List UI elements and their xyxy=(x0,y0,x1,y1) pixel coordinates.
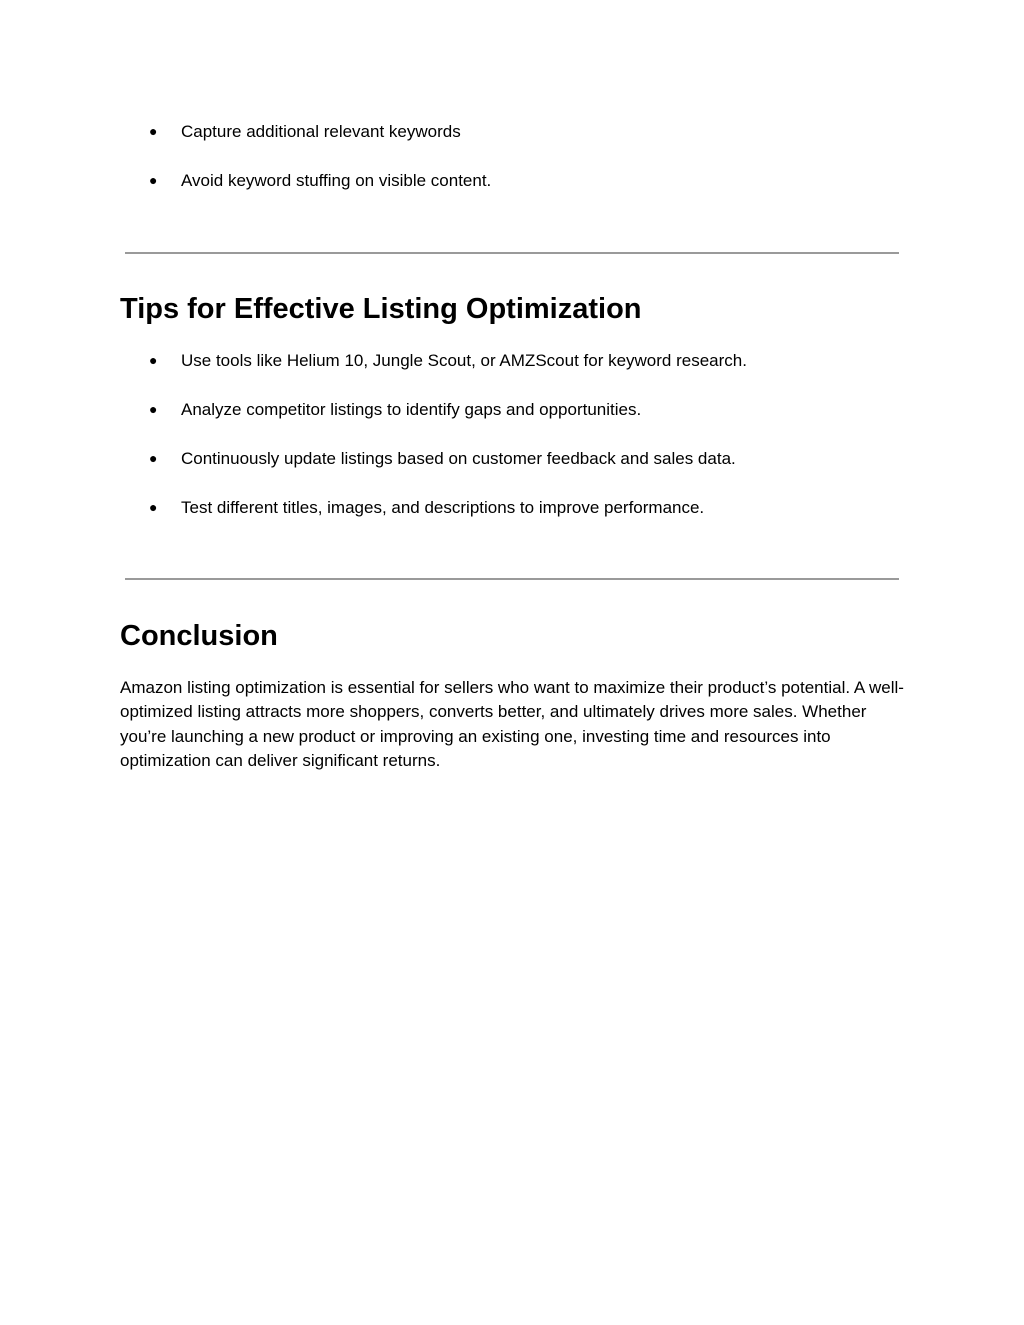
list-item-text: Avoid keyword stuffing on visible content. xyxy=(181,171,492,190)
horizontal-divider xyxy=(125,252,899,254)
list-item xyxy=(149,348,747,373)
bullet-icon: ● xyxy=(149,352,158,368)
list-item xyxy=(149,119,461,144)
horizontal-divider xyxy=(125,578,899,580)
list-item xyxy=(149,168,491,193)
section-heading-conclusion: Conclusion xyxy=(120,620,278,652)
list-item xyxy=(149,397,641,422)
list-item-text: Continuously update listings based on customer feedback and sales data. xyxy=(181,449,736,468)
list-item-text: Test different titles, images, and descriptions to improve performance. xyxy=(181,498,705,517)
list-item-text: Use tools like Helium 10, Jungle Scout, or AMZScout for keyword research. xyxy=(181,351,747,370)
list-item-text: Analyze competitor listings to identify gaps and opportunities. xyxy=(181,400,642,419)
conclusion-paragraph: Amazon listing optimization is essential for sellers who want to maximize their product’s potential. A well-optimized listing attracts more shoppers, converts better, and ultimately drives more sales. Whether you’re launching a new product or improving an existing one, investing time and resources into optimization can deliver significant returns. xyxy=(120,678,904,770)
bullet-icon: ● xyxy=(149,499,158,515)
bullet-icon: ● xyxy=(149,172,158,188)
bullet-icon: ● xyxy=(149,123,158,139)
list-item-text: Capture additional relevant keywords xyxy=(181,122,461,141)
bullet-icon: ● xyxy=(149,450,158,466)
list-item xyxy=(149,446,736,471)
section-heading-tips: Tips for Effective Listing Optimization xyxy=(120,293,642,325)
list-item xyxy=(149,495,704,520)
bullet-icon: ● xyxy=(149,401,158,417)
